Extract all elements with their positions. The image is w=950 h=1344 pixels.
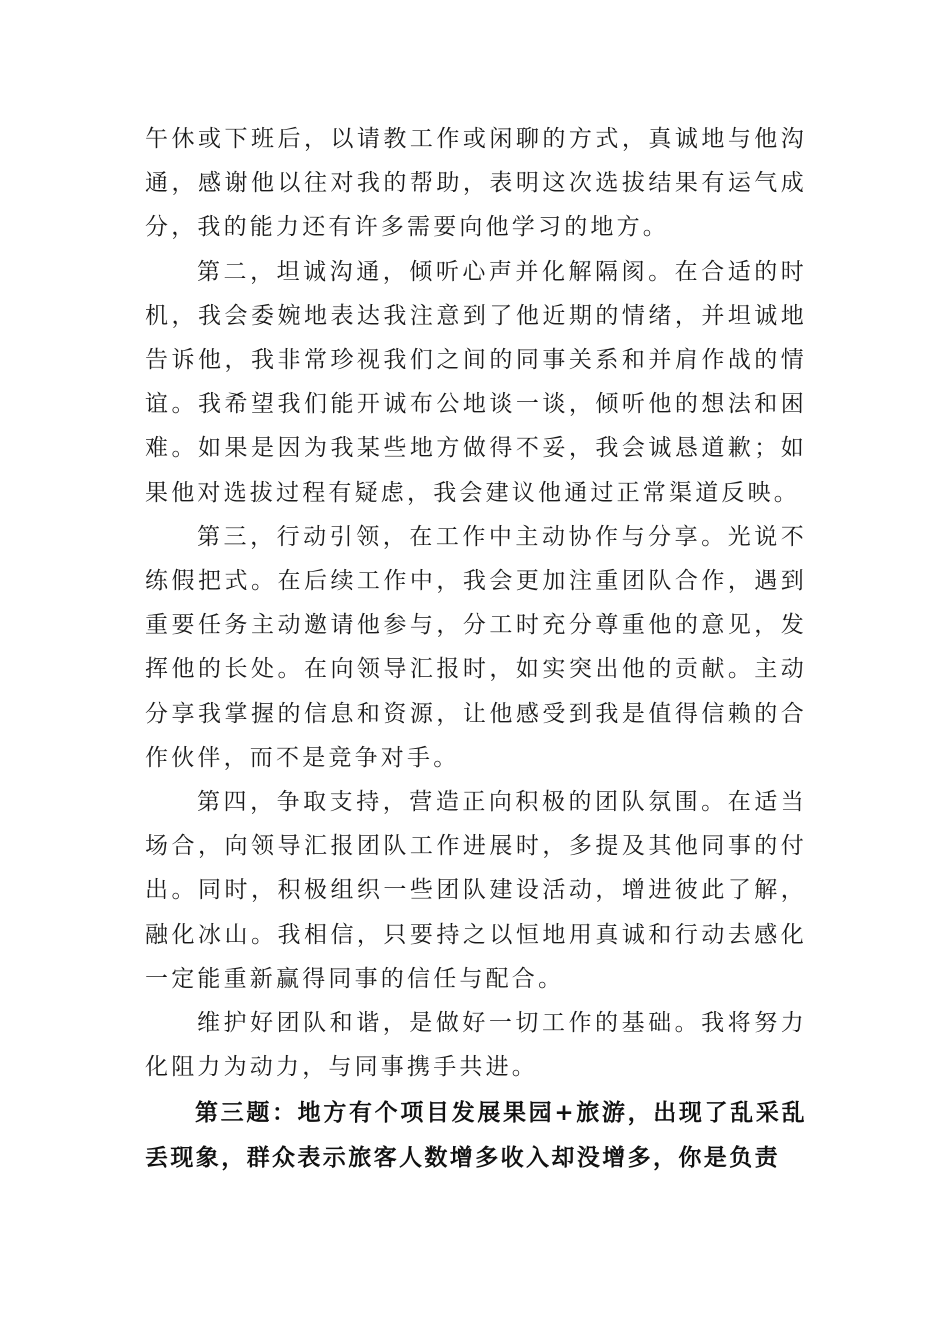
paragraph-continuation: 午休或下班后，以请教工作或闲聊的方式，真诚地与他沟通，感谢他以往对我的帮助，表明这次选拔结果有运气成分，我的能力还有许多需要向他学习的地方。	[145, 126, 807, 241]
paragraph-point-four: 第四，争取支持，营造正向积极的团队氛围。在适当场合，向领导汇报团队工作进展时，多提及其他同事的付出。同时，积极组织一些团队建设活动，增进彼此了解，融化冰山。我相信，只要持之以恒地用真诚和行动去感化一定能重新赢得同事的信任与配合。	[145, 789, 807, 992]
paragraph-conclusion: 维护好团队和谐，是做好一切工作的基础。我将努力化阻力为动力，与同事携手共进。	[145, 1010, 807, 1081]
question-heading: 第三题：地方有个项目发展果园+旅游，出现了乱采乱丢现象，群众表示旅客人数增多收入却没增多，你是负责	[145, 1100, 807, 1171]
paragraph-point-three: 第三，行动引领，在工作中主动协作与分享。光说不练假把式。在后续工作中，我会更加注重团队合作，遇到重要任务主动邀请他参与，分工时充分尊重他的意见，发挥他的长处。在向领导汇报时，如实突出他的贡献。主动分享我掌握的信息和资源，让他感受到我是值得信赖的合作伙伴，而不是竞争对手。	[145, 523, 807, 771]
document-page	[145, 117, 807, 1180]
paragraph-point-two: 第二，坦诚沟通，倾听心声并化解隔阂。在合适的时机，我会委婉地表达我注意到了他近期的情绪，并坦诚地告诉他，我非常珍视我们之间的同事关系和并肩作战的情谊。我希望我们能开诚布公地谈一谈，倾听他的想法和困难。如果是因为我某些地方做得不妥，我会诚恳道歉；如果他对选拔过程有疑虑，我会建议他通过正常渠道反映。	[145, 258, 807, 506]
